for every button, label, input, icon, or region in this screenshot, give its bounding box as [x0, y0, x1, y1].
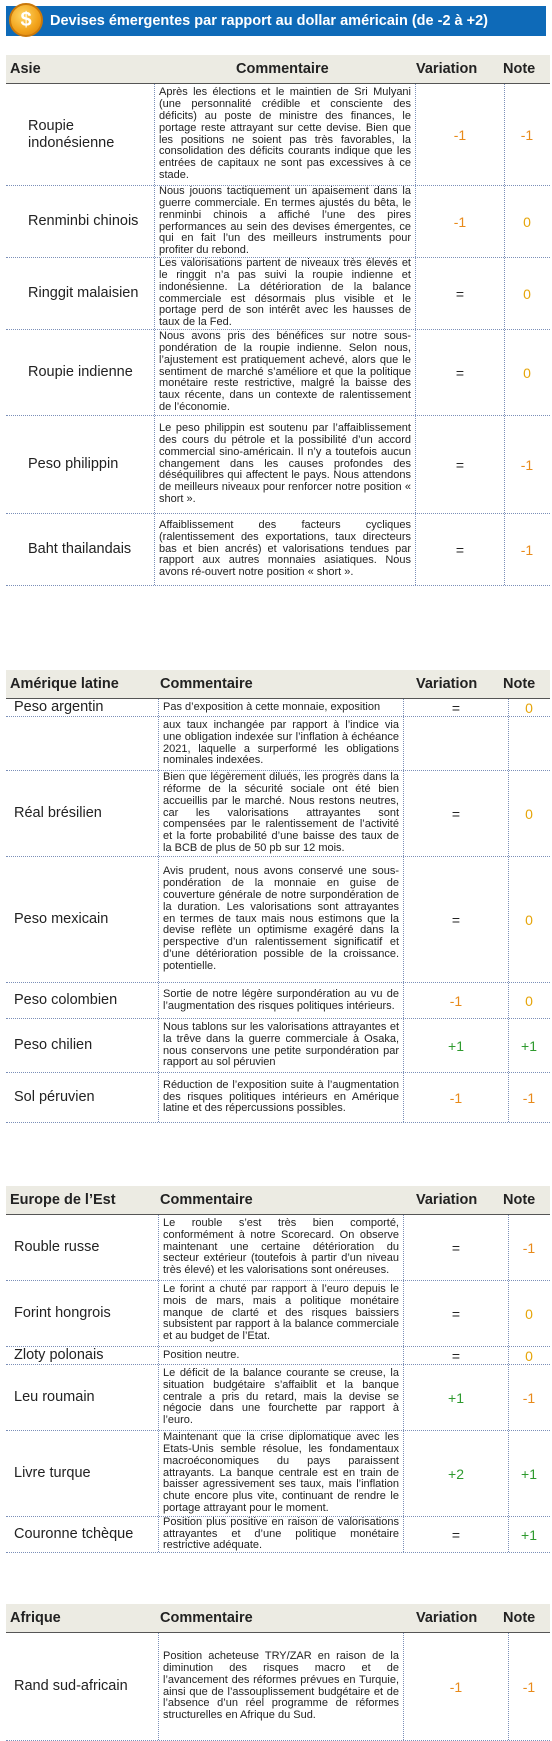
currency-name: Renminbi chinois — [28, 213, 139, 229]
comment-cell: Réduction de l’exposition suite à l’augmentation des risques politiques intérieurs en Amérique latine et des répercussions possibles. — [158, 1073, 404, 1122]
variation-cell: = — [404, 1347, 509, 1364]
currency-name: Couronne tchèque — [14, 1526, 134, 1542]
variation-cell: +1 — [404, 1365, 509, 1430]
table-row — [6, 514, 550, 586]
table-header — [6, 55, 550, 84]
note-cell: 0 — [525, 1305, 533, 1322]
section-amerique-latine — [6, 670, 550, 1123]
comment-cell: Position acheteuse TRY/ZAR en raison de la diminution des risques macro et de l’avancement des réformes prévues en Turquie, ainsi que de l’assouplissement budgétaire et de l’absence d’un réel programme de réformes structurelles en Afrique du Sud. — [158, 1633, 404, 1740]
variation-cell: = — [404, 1215, 509, 1280]
note-cell: -1 — [520, 456, 534, 473]
currency-name: Livre turque — [14, 1465, 91, 1481]
variation-cell: -1 — [416, 186, 505, 257]
region-header: Europe de l’Est — [10, 1192, 116, 1208]
variation-cell: = — [404, 699, 509, 716]
note-cell: 0 — [525, 699, 533, 716]
note-cell: +1 — [521, 1526, 537, 1543]
currency-name: Peso argentin — [14, 699, 104, 715]
currency-name: Peso philippin — [28, 456, 119, 472]
table-header — [6, 670, 550, 699]
table-row — [6, 186, 550, 258]
note-cell: 0 — [525, 1347, 533, 1364]
comment-cell: aux taux inchangée par rapport à l’indice via une obligation indexée sur l’inflation à échéance 2021, laquelle a surperformé les obligations nominales indexées. — [158, 717, 404, 770]
note-cell: +1 — [521, 1037, 537, 1054]
variation-cell: -1 — [404, 1633, 509, 1740]
note-header: Note — [503, 1192, 536, 1208]
comment-cell: Le forint a chuté par rapport à l’euro depuis le mois de mars, mais a politique monétaire manque de clarté et des risques baissiers subsistent par rapport à la balance commerciale et au budget de l’Etat. — [158, 1281, 404, 1346]
comment-cell: Après les élections et le maintien de Sri Mulyani (une personnalité crédible et consciente des déficits) au poste de ministre des finances, le portage reste attrayant sur cette devise. Bien que les positions ne soient pas très favorables, la consolidation des déficits courants indique que les entrées de capitaux ne sont pas excessives à ce stade. — [154, 84, 416, 185]
note-cell — [508, 717, 550, 770]
table-row — [6, 771, 550, 857]
table-row — [6, 1633, 550, 1741]
note-cell: -1 — [520, 541, 534, 558]
comment-cell: Le peso philippin est soutenu par l’affaiblissement des cours du pétrole et la possibilité d’un accord commercial sino-américain. Il n’y a toutefois aucun changement dans les causes profondes des déséquilibres qui affectent le pays. Nous attendons de meilleurs niveaux pour renforcer notre position « short ». — [154, 416, 416, 513]
currency-name — [14, 717, 152, 770]
table-header — [6, 1604, 550, 1633]
currency-name: Peso chilien — [14, 1037, 93, 1053]
currency-name: Peso mexicain — [14, 911, 109, 927]
comment-cell: Nous tablons sur les valorisations attrayantes et la trêve dans la guerre commerciale à Osaka, nous conservons une petite surpondération par rapport au sol péruvien — [158, 1019, 404, 1072]
variation-cell: +2 — [404, 1431, 509, 1516]
note-cell: -1 — [520, 126, 534, 143]
note-header: Note — [503, 676, 536, 692]
currency-name: Baht thailandais — [28, 541, 132, 557]
currency-name: Roupie indonésienne — [28, 117, 115, 151]
comment-header: Commentaire — [160, 1610, 253, 1626]
comment-cell: Position neutre. — [158, 1347, 404, 1364]
note-cell: +1 — [521, 1465, 537, 1482]
comment-cell: Nous avons pris des bénéfices sur notre sous-pondération de la roupie indienne. Selon nous, l’ajustement est pratiquement achevé, alors que le sentiment de marché s’améliore et que la politique monétaire reste restrictive, malgré la baisse des taux récente, dans un contexte de ralentissement de l’économie. — [154, 330, 416, 415]
table-row — [6, 1347, 550, 1365]
section-europe-est — [6, 1186, 550, 1553]
comment-cell: Pas d’exposition à cette monnaie, exposition — [158, 699, 404, 716]
comment-cell: Avis prudent, nous avons conservé une sous-pondération de la monnaie en guise de couverture générale de notre surpondération de la duration. Les valorisations sont attrayantes en termes de taux mais nous estimons que la devise reflète un optimisme exagéré dans la perspective d’un ralentissement significatif et d’une détérioration possible de la croissance. potentielle. — [158, 857, 404, 982]
comment-cell: Sortie de notre légère surpondération au vu de l’augmentation des risques politiques intérieurs. — [158, 983, 404, 1018]
variation-cell: = — [416, 330, 505, 415]
table-row — [6, 1073, 550, 1123]
table-row — [6, 1215, 550, 1281]
comment-cell: Le déficit de la balance courante se creuse, la situation budgétaire s’affaiblit et la banque centrale a pris du retard, mais la devise se négocie dans une fourchette par rapport à l’euro. — [158, 1365, 404, 1430]
comment-cell: Maintenant que la crise diplomatique avec les Etats-Unis semble résolue, les fondamentaux macroéconomiques du pays paraissent attrayants. La banque centrale est en train de baisser agressivement ses taux, mais l’inflation chute encore plus vite, continuant de rendre le portage attrayant pour le moment. — [158, 1431, 404, 1516]
currency-name: Rand sud-africain — [14, 1678, 128, 1694]
variation-cell: = — [416, 416, 505, 513]
note-header: Note — [503, 61, 536, 77]
note-cell: 0 — [523, 364, 531, 381]
currency-name: Rouble russe — [14, 1239, 100, 1255]
note-cell: -1 — [522, 1089, 536, 1106]
section-afrique — [6, 1604, 550, 1741]
comment-cell: Position plus positive en raison de valorisations attrayantes et d’une politique monétaire restrictive adéquate. — [158, 1517, 404, 1552]
variation-cell — [404, 717, 509, 770]
currency-name: Sol péruvien — [14, 1089, 95, 1105]
note-header: Note — [503, 1610, 536, 1626]
variation-cell: -1 — [404, 1073, 509, 1122]
comment-cell: Bien que légèrement dilués, les progrès dans la réforme de la sécurité sociale ont été bien accueillis par le marché. Nous restons neutres, car les valorisations attrayantes sont compensées par le ralentissement de l’activité et la forte probabilité d’une baisse des taux de la BCB de plus de 50 pb sur 12 mois. — [158, 771, 404, 856]
comment-header: Commentaire — [160, 676, 253, 692]
table-row — [6, 84, 550, 186]
currency-name: Peso colombien — [14, 992, 118, 1008]
currency-name: Roupie indienne — [28, 364, 133, 380]
variation-cell: = — [404, 771, 509, 856]
variation-cell: +1 — [404, 1019, 509, 1072]
note-cell: 0 — [525, 805, 533, 822]
currency-name: Forint hongrois — [14, 1305, 111, 1321]
table-row — [6, 699, 550, 717]
note-cell: 0 — [523, 285, 531, 302]
comment-cell: Les valorisations partent de niveaux très élevés et le ringgit n’a pas suivi la roupie indienne et indonésienne. La détérioration de la balance commerciale est désormais plus visible et le portage perd de son intérêt avec les hausses de taux de la Fed. — [154, 258, 416, 329]
comment-cell: Affaiblissement des facteurs cycliques (ralentissement des exportations, taux directeurs bas et bien ancrés) et valorisations tendues par rapport aux autres monnaies asiatiques. Nous avons ré-ouvert notre position « short ». — [154, 514, 416, 585]
comment-header: Commentaire — [160, 1192, 253, 1208]
table-row — [6, 1281, 550, 1347]
region-header: Asie — [10, 61, 41, 77]
currency-name: Leu roumain — [14, 1389, 95, 1405]
table-header — [6, 1186, 550, 1215]
table-row — [6, 1431, 550, 1517]
section-asie — [6, 55, 550, 586]
note-cell: -1 — [522, 1678, 536, 1695]
variation-header: Variation — [416, 1192, 478, 1208]
table-row — [6, 1365, 550, 1431]
title-bar — [6, 6, 546, 36]
region-header: Amérique latine — [10, 676, 119, 692]
note-cell: -1 — [522, 1389, 536, 1406]
variation-header: Variation — [416, 61, 478, 77]
table-row — [6, 258, 550, 330]
note-cell: 0 — [525, 992, 533, 1009]
variation-cell: = — [404, 857, 509, 982]
currency-name: Zloty polonais — [14, 1347, 104, 1363]
page-title: Devises émergentes par rapport au dollar américain (de -2 à +2) — [50, 13, 488, 29]
variation-cell: = — [404, 1517, 509, 1552]
variation-cell: -1 — [404, 983, 509, 1018]
note-cell: -1 — [522, 1239, 536, 1256]
table-row — [6, 717, 550, 771]
comment-header: Commentaire — [236, 61, 329, 77]
table-row — [6, 983, 550, 1019]
region-header: Afrique — [10, 1610, 61, 1626]
note-cell: 0 — [525, 911, 533, 928]
variation-cell: = — [416, 514, 505, 585]
currency-name: Ringgit malaisien — [28, 285, 139, 301]
table-row — [6, 1517, 550, 1553]
variation-header: Variation — [416, 1610, 478, 1626]
variation-cell: = — [404, 1281, 509, 1346]
comment-cell: Le rouble s’est très bien comporté, conformément à notre Scorecard. On observe maintenant une certaine détérioration du secteur extérieur (toutefois à partir d’un niveau très élevé) et les valorisations sont onéreuses. — [158, 1215, 404, 1280]
variation-cell: = — [416, 258, 505, 329]
dollar-coin-icon: $ — [9, 3, 43, 37]
table-row — [6, 416, 550, 514]
variation-cell: -1 — [416, 84, 505, 185]
variation-header: Variation — [416, 676, 478, 692]
table-row — [6, 857, 550, 983]
comment-cell: Nous jouons tactiquement un apaisement dans la guerre commerciale. En termes ajustés du bêta, le renminbi chinois a affiché l’une des pires performances au sein des devises émergentes, ce qui en fait l’un des meilleurs instruments pour profiter du rebond. — [154, 186, 416, 257]
table-row — [6, 1019, 550, 1073]
note-cell: 0 — [523, 213, 531, 230]
currency-name: Réal brésilien — [14, 805, 102, 821]
table-row — [6, 330, 550, 416]
